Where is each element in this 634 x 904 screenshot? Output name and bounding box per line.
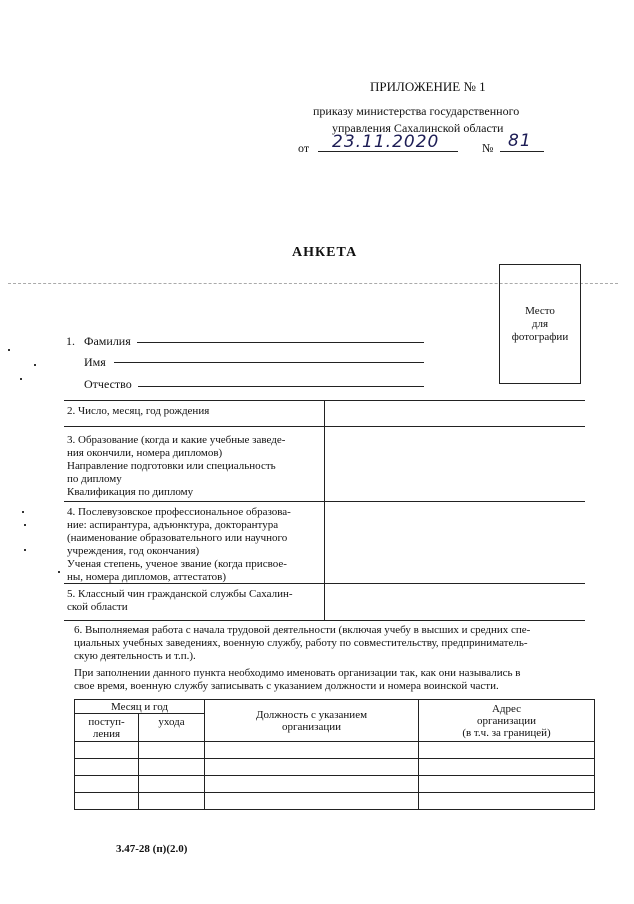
row-4-line: 4. Послевузовское профессиональное образова- xyxy=(67,506,291,518)
table-cell[interactable] xyxy=(419,793,595,810)
row-4-line: (наименование образовательного или научного xyxy=(67,532,288,544)
row-3-line: 3. Образование (когда и какие учебные заведе- xyxy=(67,434,286,446)
table-cell[interactable] xyxy=(75,742,139,759)
row-4-line: учреждения, год окончания) xyxy=(67,545,200,557)
row-4-line: Ученая степень, ученое звание (когда присвое- xyxy=(67,558,287,570)
section-6-line: При заполнении данного пункта необходимо именовать организации так, как они назывались в xyxy=(74,667,521,679)
row-3-label xyxy=(67,434,285,499)
table-cell[interactable] xyxy=(419,759,595,776)
row-5-line: ской области xyxy=(67,601,128,613)
table-cell[interactable] xyxy=(205,793,419,810)
name-label: Имя xyxy=(84,355,106,369)
row-5-line: 5. Классный чин гражданской службы Сахалин- xyxy=(67,588,293,600)
table-cell[interactable] xyxy=(205,776,419,793)
work-history-table xyxy=(74,699,595,810)
row-2-line: 2. Число, месяц, год рождения xyxy=(67,405,210,417)
table-row xyxy=(75,759,595,776)
scan-speck xyxy=(8,349,10,351)
photo-label-2: для xyxy=(531,318,549,330)
order-number-handwritten: 81 xyxy=(508,131,532,151)
entry-header xyxy=(75,714,139,742)
photo-placeholder xyxy=(499,264,581,384)
section-6-text xyxy=(74,624,594,693)
table-header-row xyxy=(75,700,595,714)
surname-field-line[interactable] xyxy=(137,342,424,343)
table-row xyxy=(75,793,595,810)
section-6-line: скую деятельность и т.п.). xyxy=(74,650,196,662)
table-cell[interactable] xyxy=(419,742,595,759)
address-header-line: организации xyxy=(476,714,537,727)
address-header-line: (в т.ч. за границей) xyxy=(462,726,551,739)
form-code: 3.47-28 (п)(2.0) xyxy=(116,843,188,855)
row-4-line: ние: аспирантура, адъюнктура, докторантура xyxy=(67,519,279,531)
scan-speck xyxy=(34,364,36,366)
position-header xyxy=(205,700,419,742)
photo-label-1: Место xyxy=(525,305,555,317)
patronymic-field-line[interactable] xyxy=(138,386,424,387)
appendix-heading: ПРИЛОЖЕНИЕ № 1 xyxy=(370,79,486,94)
table-cell[interactable] xyxy=(205,742,419,759)
grid-bottom-border xyxy=(64,620,585,621)
form-title: АНКЕТА xyxy=(292,245,358,260)
row-2-label xyxy=(67,405,209,418)
address-header-line: Адрес xyxy=(491,702,522,715)
number-label: № xyxy=(482,141,494,155)
row-5-label xyxy=(67,588,293,614)
leave-header: ухода xyxy=(139,714,205,742)
scan-speck xyxy=(20,378,22,380)
table-cell[interactable] xyxy=(139,742,205,759)
table-cell[interactable] xyxy=(75,793,139,810)
section-6-line: 6. Выполняемая работа с начала трудовой деятельности (включая учебу в высших и средних спе- xyxy=(74,624,531,636)
surname-label: Фамилия xyxy=(84,334,131,348)
scan-speck xyxy=(24,524,26,526)
row-3-line: по диплому xyxy=(67,473,122,485)
table-row xyxy=(75,742,595,759)
table-cell[interactable] xyxy=(139,776,205,793)
date-underline xyxy=(318,151,458,152)
section-6-line: циальных учебных заведениях, военную службу, работу по совместительству, предприниматель- xyxy=(74,637,528,649)
number-underline xyxy=(500,151,544,152)
position-header-line: Должность с указанием xyxy=(255,708,368,721)
order-line-1: приказу министерства государственного xyxy=(313,104,520,118)
order-date-handwritten: 23.11.2020 xyxy=(332,132,440,152)
address-header xyxy=(419,700,595,742)
scan-speck xyxy=(22,511,24,513)
row-3-line: Направление подготовки или специальность xyxy=(67,460,276,472)
scan-speck xyxy=(58,571,60,573)
grid-column-divider xyxy=(324,400,325,620)
patronymic-label: Отчество xyxy=(84,377,132,391)
row-3-line: Квалификация по диплому xyxy=(67,486,194,498)
month-year-header: Месяц и год xyxy=(75,700,205,714)
order-line-2: управления Сахалинской области xyxy=(332,121,504,135)
row-4-label xyxy=(67,506,291,584)
table-cell[interactable] xyxy=(75,776,139,793)
table-cell[interactable] xyxy=(419,776,595,793)
photo-label-3: фотографии xyxy=(511,331,569,343)
row-4-line: ны, номера дипломов, аттестатов) xyxy=(67,571,227,583)
item-number-1: 1. xyxy=(66,334,75,348)
table-cell[interactable] xyxy=(139,759,205,776)
entry-header-line: ления xyxy=(92,727,121,740)
position-header-line: организации xyxy=(281,720,342,733)
section-6-line: свое время, военную службу записывать с указанием должности и номера воинской части. xyxy=(74,680,499,692)
table-cell[interactable] xyxy=(139,793,205,810)
name-field-line[interactable] xyxy=(114,362,424,363)
date-label: от xyxy=(298,141,310,155)
entry-header-line: поступ- xyxy=(88,715,125,728)
table-row xyxy=(75,776,595,793)
table-cell[interactable] xyxy=(205,759,419,776)
table-cell[interactable] xyxy=(75,759,139,776)
row-3-line: ния окончили, номера дипломов) xyxy=(67,447,223,459)
scan-speck xyxy=(24,549,26,551)
